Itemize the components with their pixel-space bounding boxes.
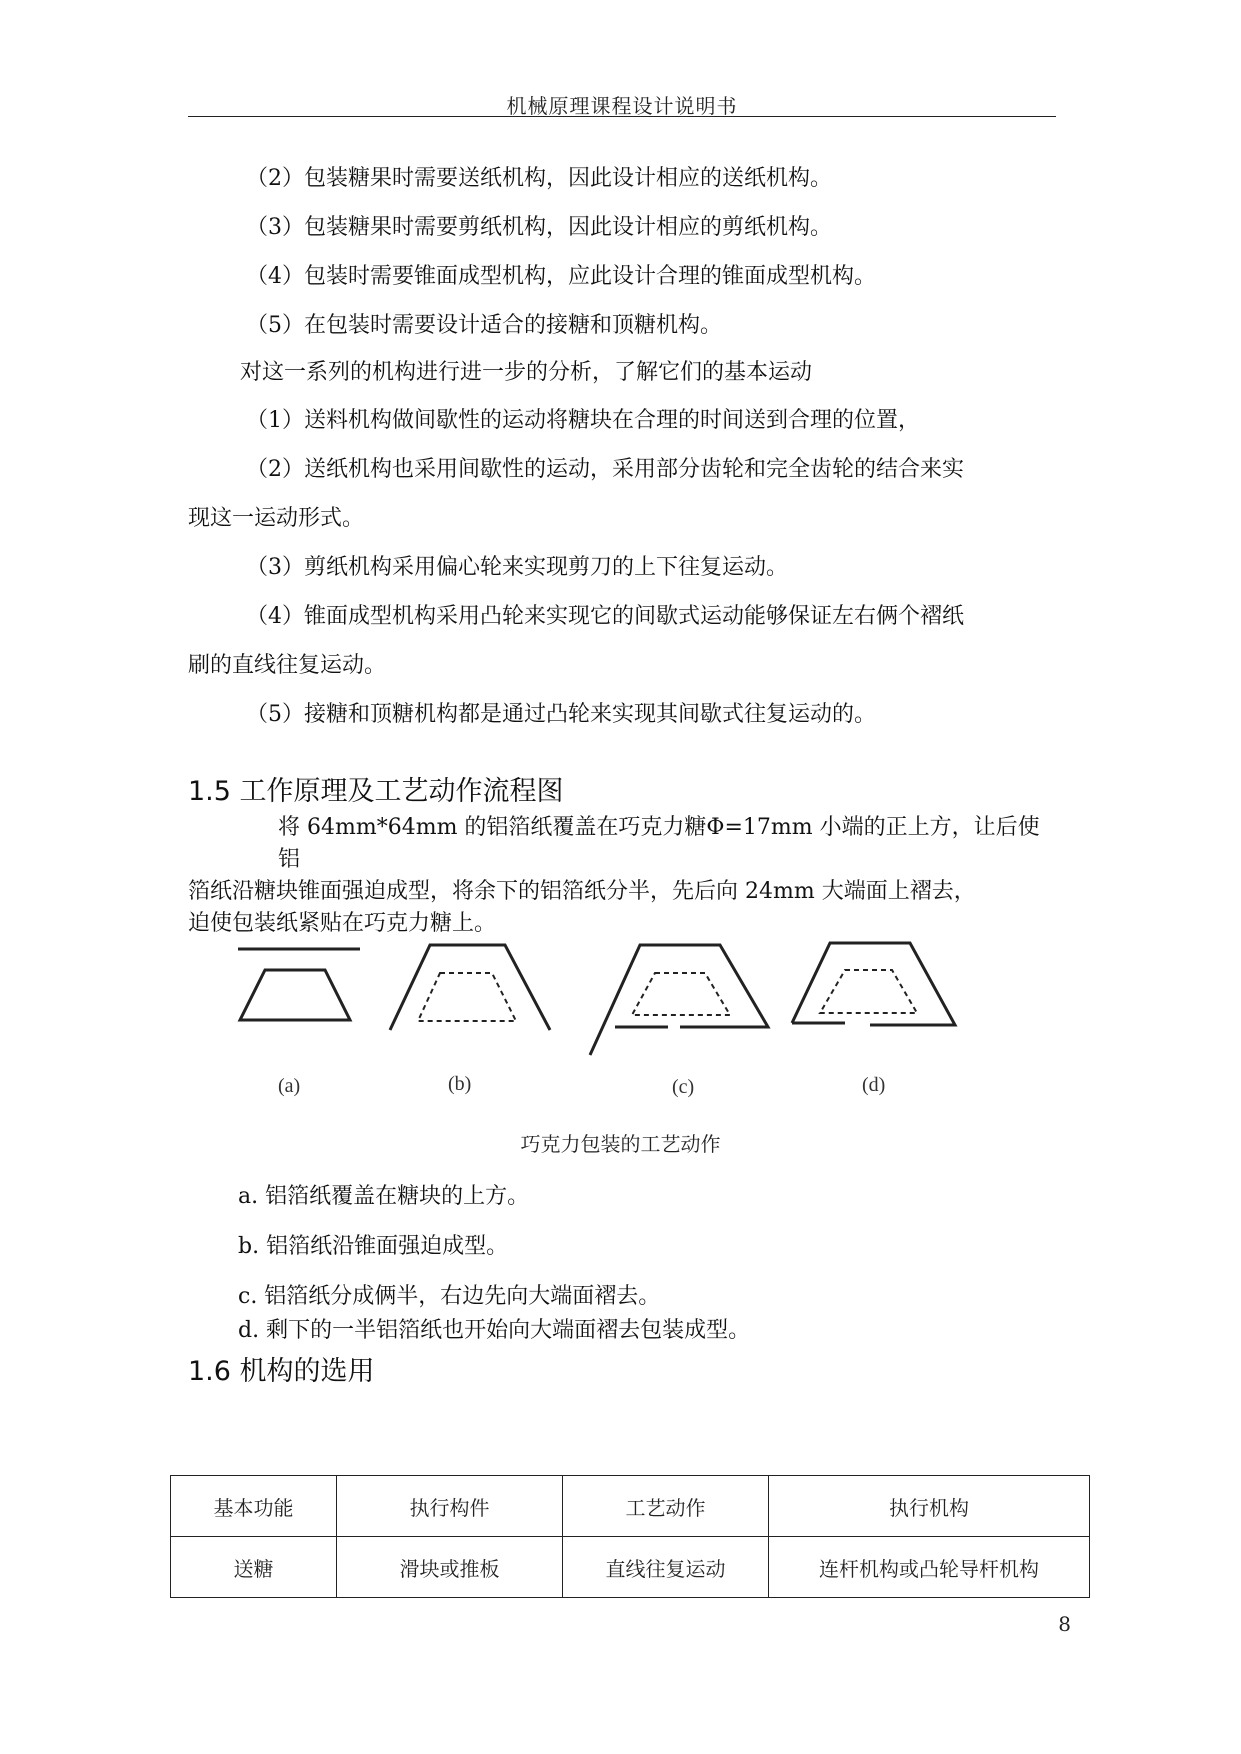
list2-item-3: （3）剪纸机构采用偏心轮来实现剪刀的上下往复运动。 (246, 555, 788, 580)
table-header-cell: 执行机构 (769, 1476, 1090, 1537)
table-cell: 直线往复运动 (563, 1537, 769, 1598)
para-line-1: 将 64mm*64mm 的铝箔纸覆盖在巧克力糖Φ=17mm 小端的正上方，让后使铝 (278, 815, 1040, 872)
label-b: (b) (448, 1073, 472, 1095)
para-line-3: 迫使包装纸紧贴在巧克力糖上。 (188, 911, 497, 936)
candy-inner (418, 973, 516, 1021)
figure-caption: 巧克力包装的工艺动作 (520, 1132, 721, 1156)
foil-folding-right (590, 945, 768, 1055)
figure-step-a (238, 949, 360, 1097)
table-row (171, 1537, 1090, 1598)
section-1-6-title: 1.6 机构的选用 (188, 1356, 375, 1387)
list1-item-4: （4）包装时需要锥面成型机构，应此设计合理的锥面成型机构。 (246, 264, 876, 289)
list2-item-5: （5）接糖和顶糖机构都是通过凸轮来实现其间歇式往复运动的。 (246, 702, 876, 727)
para-line-2: 箔纸沿糖块锥面强迫成型，将余下的铝箔纸分半，先后向 24mm 大端面上褶去， (188, 879, 976, 904)
list1-item-2: （2）包装糖果时需要送纸机构，因此设计相应的送纸机构。 (246, 166, 832, 191)
table-cell: 连杆机构或凸轮导杆机构 (769, 1537, 1090, 1598)
list1-item-5: （5）在包装时需要设计适合的接糖和顶糖机构。 (246, 313, 722, 338)
figure-step-b (390, 945, 550, 1095)
candy-trapezoid (240, 970, 350, 1020)
list2-item-4: （4）锥面成型机构采用凸轮来实现它的间歇式运动能够保证左右俩个褶纸 (246, 604, 964, 629)
table-header-cell: 基本功能 (171, 1476, 337, 1537)
list1-item-3: （3）包装糖果时需要剪纸机构，因此设计相应的剪纸机构。 (246, 215, 832, 240)
list2-item-2-cont: 现这一运动形式。 (188, 506, 365, 531)
table-header-row (171, 1476, 1090, 1537)
candy-inner (632, 973, 730, 1015)
mechanism-table (170, 1475, 1090, 1598)
step-b: b. 铝箔纸沿锥面强迫成型。 (238, 1234, 509, 1259)
foil-formed (390, 945, 550, 1030)
label-c: (c) (672, 1076, 695, 1098)
step-d: d. 剩下的一半铝箔纸也开始向大端面褶去包装成型。 (238, 1318, 751, 1343)
figure-step-d (792, 943, 955, 1096)
section-1-5-title: 1.5 工作原理及工艺动作流程图 (188, 776, 564, 807)
candy-inner (820, 970, 917, 1013)
table-cell: 滑块或推板 (337, 1537, 563, 1598)
page-header: 机械原理课程设计说明书 (188, 90, 1056, 117)
table-header-cell: 执行构件 (337, 1476, 563, 1537)
foil-wrap-outer (792, 943, 955, 1025)
figure-step-c (590, 945, 768, 1098)
table-cell: 送糖 (171, 1537, 337, 1598)
page-number: 8 (1058, 1612, 1071, 1636)
label-a: (a) (278, 1075, 301, 1097)
step-a: a. 铝箔纸覆盖在糖块的上方。 (238, 1184, 530, 1209)
intro-text: 对这一系列的机构进行进一步的分析，了解它们的基本运动 (240, 360, 813, 385)
list2-item-4-cont: 刷的直线往复运动。 (188, 653, 387, 678)
step-c: c. 铝箔纸分成俩半，右边先向大端面褶去。 (238, 1284, 661, 1309)
packaging-process-figure (220, 915, 1000, 1115)
list2-item-2: （2）送纸机构也采用间歇性的运动，采用部分齿轮和完全齿轮的结合来实 (246, 457, 964, 482)
list2-item-1: （1）送料机构做间歇性的运动将糖块在合理的时间送到合理的位置， (246, 408, 920, 433)
label-d: (d) (862, 1074, 886, 1096)
table-header-cell: 工艺动作 (563, 1476, 769, 1537)
